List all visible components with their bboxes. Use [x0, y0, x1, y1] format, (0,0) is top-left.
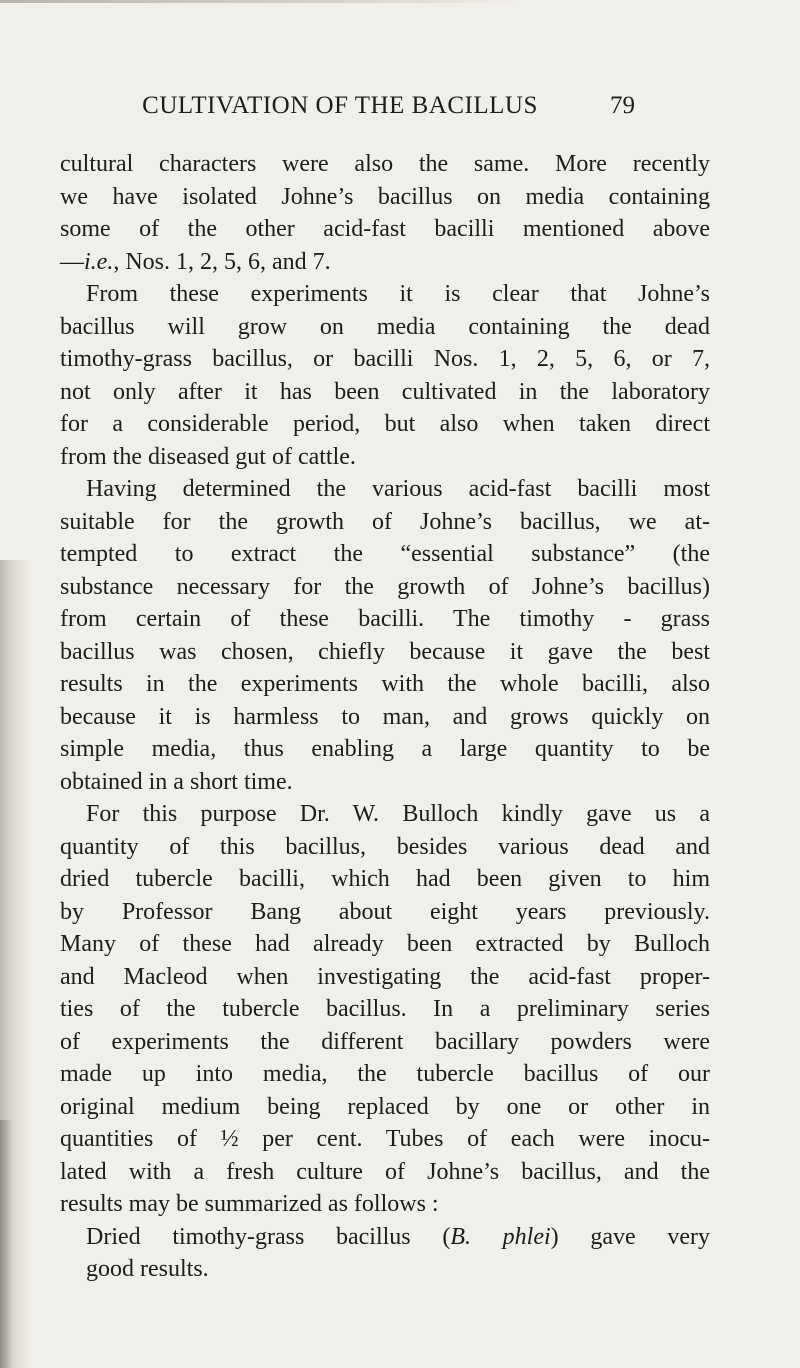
text-line: and Macleod when investigating the acid-fast proper-	[60, 963, 710, 990]
paragraph-5	[60, 1221, 710, 1286]
italic-species-name: B. phlei	[450, 1223, 551, 1250]
text-line: not only after it has been cultivated in the laboratory	[60, 378, 710, 405]
text-line: from the diseased gut of cattle.	[60, 443, 356, 470]
dash: —	[60, 248, 84, 275]
text-line: bacillus will grow on media containing the dead	[60, 313, 710, 340]
text-segment: , Nos. 1, 2, 5, 6, and 7.	[113, 248, 331, 275]
page-number: 79	[610, 92, 635, 119]
text-line: Many of these had already been extracted by Bulloch	[60, 931, 710, 957]
text-line: quantity of this bacillus, besides various dead and	[60, 833, 710, 860]
text-line: results may be summarized as follows :	[60, 1191, 439, 1217]
text-line: some of the other acid-fast bacilli mentioned above	[60, 216, 710, 242]
running-title: CULTIVATION OF THE BACILLUS	[142, 92, 538, 119]
page-top-edge	[0, 0, 520, 3]
text-line: lated with a fresh culture of Johne’s bacillus, and the	[60, 1158, 710, 1185]
text-line: of experiments the different bacillary powders were	[60, 1028, 710, 1055]
body-text	[60, 148, 710, 1286]
text-line: Having determined the various acid-fast bacilli most	[86, 476, 710, 502]
text-line: timothy-grass bacillus, or bacilli Nos. 1, 2, 5, 6, or 7,	[60, 346, 710, 372]
text-line: dried tubercle bacilli, which had been given to him	[60, 866, 710, 892]
text-line: from certain of these bacilli. The timothy - grass	[60, 606, 710, 632]
text-line: obtained in a short time.	[60, 768, 293, 795]
text-line: tempted to extract the “essential substance” (the	[60, 541, 710, 567]
paragraph-2	[60, 278, 710, 473]
text-line: For this purpose Dr. W. Bulloch kindly gave us a	[86, 801, 710, 827]
text-line: we have isolated Johne’s bacillus on media containing	[60, 183, 710, 210]
text-line: original medium being replaced by one or other in	[60, 1093, 710, 1120]
text-line	[60, 246, 710, 279]
text-line: quantities of ½ per cent. Tubes of each were inocu-	[60, 1126, 710, 1152]
text-line: suitable for the growth of Johne’s bacillus, we at-	[60, 508, 710, 535]
text-line: because it is harmless to man, and grows quickly on	[60, 703, 710, 730]
text-line: made up into media, the tubercle bacillus of our	[60, 1061, 710, 1087]
text-line: good results.	[86, 1256, 209, 1282]
text-line: for a considerable period, but also when taken direct	[60, 411, 710, 437]
text-segment: Dried timothy-grass bacillus (	[86, 1223, 451, 1250]
page-binding-dark-edge	[0, 1120, 12, 1368]
text-line: substance necessary for the growth of Johne’s bacillus)	[60, 573, 710, 600]
text-line: cultural characters were also the same. More recently	[60, 151, 710, 177]
text-line	[60, 1221, 710, 1254]
paragraph-3	[60, 473, 710, 798]
paragraph-1	[60, 148, 710, 278]
text-line: From these experiments it is clear that Johne’s	[86, 281, 710, 307]
text-line: ties of the tubercle bacillus. In a preliminary series	[60, 996, 710, 1022]
text-segment: ) gave very	[550, 1223, 710, 1250]
text-line: by Professor Bang about eight years previously.	[60, 898, 710, 925]
page-header	[0, 92, 800, 132]
text-line: simple media, thus enabling a large quantity to be	[60, 736, 710, 762]
text-line: bacillus was chosen, chiefly because it gave the best	[60, 638, 710, 665]
text-line: results in the experiments with the whole bacilli, also	[60, 671, 710, 697]
italic-abbreviation: i.e.	[84, 248, 114, 275]
paragraph-4	[60, 798, 710, 1221]
